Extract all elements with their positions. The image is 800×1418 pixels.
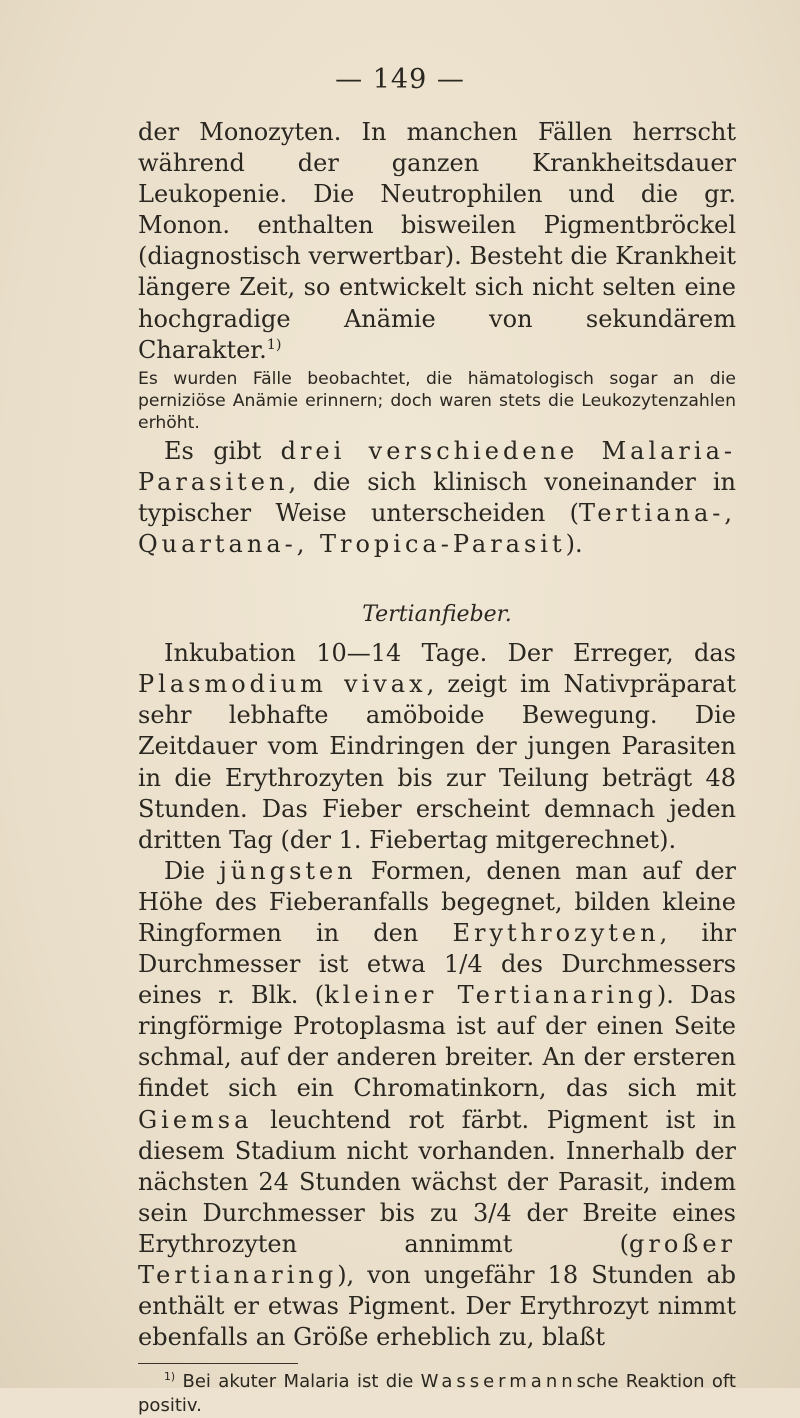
- fraction-quarter: 1/4: [443, 950, 483, 979]
- paragraph-4: Die jüngsten Formen, denen man auf der Höhe des Fieberanfalls begegnet, bilden kleine Ringformen in den Erythrozyten, ihr Durchmesser ist etwa 1/4 des Durchmessers eines r. Blk. (kleiner Tertianaring). Das ringförmige Protoplasma ist auf der einen Seite schmal, auf der anderen breiter. An der ersteren findet sich ein Chromatinkorn, das sich mit Giemsa leuchtend rot färbt. Pigment ist in diesem Stadium nicht vorhanden. Innerhalb der nächsten 24 Stunden wächst der Parasit, indem sein Durchmesser bis zu 3/4 der Breite eines Erythrozyten annimmt (großer Tertianaring), von ungefähr 18 Stunden ab enthält er etwas Pigment. Der Erythrozyt nimmt ebenfalls an Größe erheblich zu, blaßt: [138, 856, 737, 1352]
- small-print-note: Es wurden Fälle beobachtet, die hämatologisch sogar an die perniziöse Anämie erinnern; doch waren stets die Leukozytenzahlen erhöht.: [138, 368, 736, 433]
- paragraph-2: Es gibt drei verschiedene Malaria-Parasiten, die sich klinisch voneinander in typischer Weise unterscheiden (Tertiana-, Quartana-, Tropica-Parasit).: [138, 436, 736, 559]
- footnote-divider: [138, 1363, 298, 1364]
- page-body: [138, 117, 736, 1418]
- footnote: $^{1)}$ Bei akuter Malaria ist die Wassermannsche Reaktion oft positiv.: [138, 1370, 736, 1417]
- paragraph-1: der Monozyten. In manchen Fällen herrscht während der ganzen Krankheitsdauer Leukopenie. Die Neutrophilen und die gr. Monon. enthalten bisweilen Pigmentbröckel (diagnostisch verwertbar). Besteht die Krankheit längere Zeit, so entwickelt sich nicht selten eine hochgradige Anämie von sekundärem Charakter.$^{1)}$: [138, 118, 736, 364]
- fraction-three-quarter: 3/4: [472, 1198, 512, 1227]
- footnote-ref: 1): [266, 336, 282, 353]
- page-number: — 149 —: [335, 64, 465, 95]
- section-heading: Tertianfieber.: [362, 602, 512, 628]
- paragraph-3: Inkubation 10—14 Tage. Der Erreger, das Plasmodium vivax, zeigt im Nativpräparat sehr lebhafte amöboide Bewegung. Die Zeitdauer vom Eindringen der jungen Parasiten in die Erythrozyten bis zur Teilung beträgt 48 Stunden. Das Fieber erscheint demnach jeden dritten Tag (der 1. Fiebertag mitgerechnet).: [138, 639, 736, 854]
